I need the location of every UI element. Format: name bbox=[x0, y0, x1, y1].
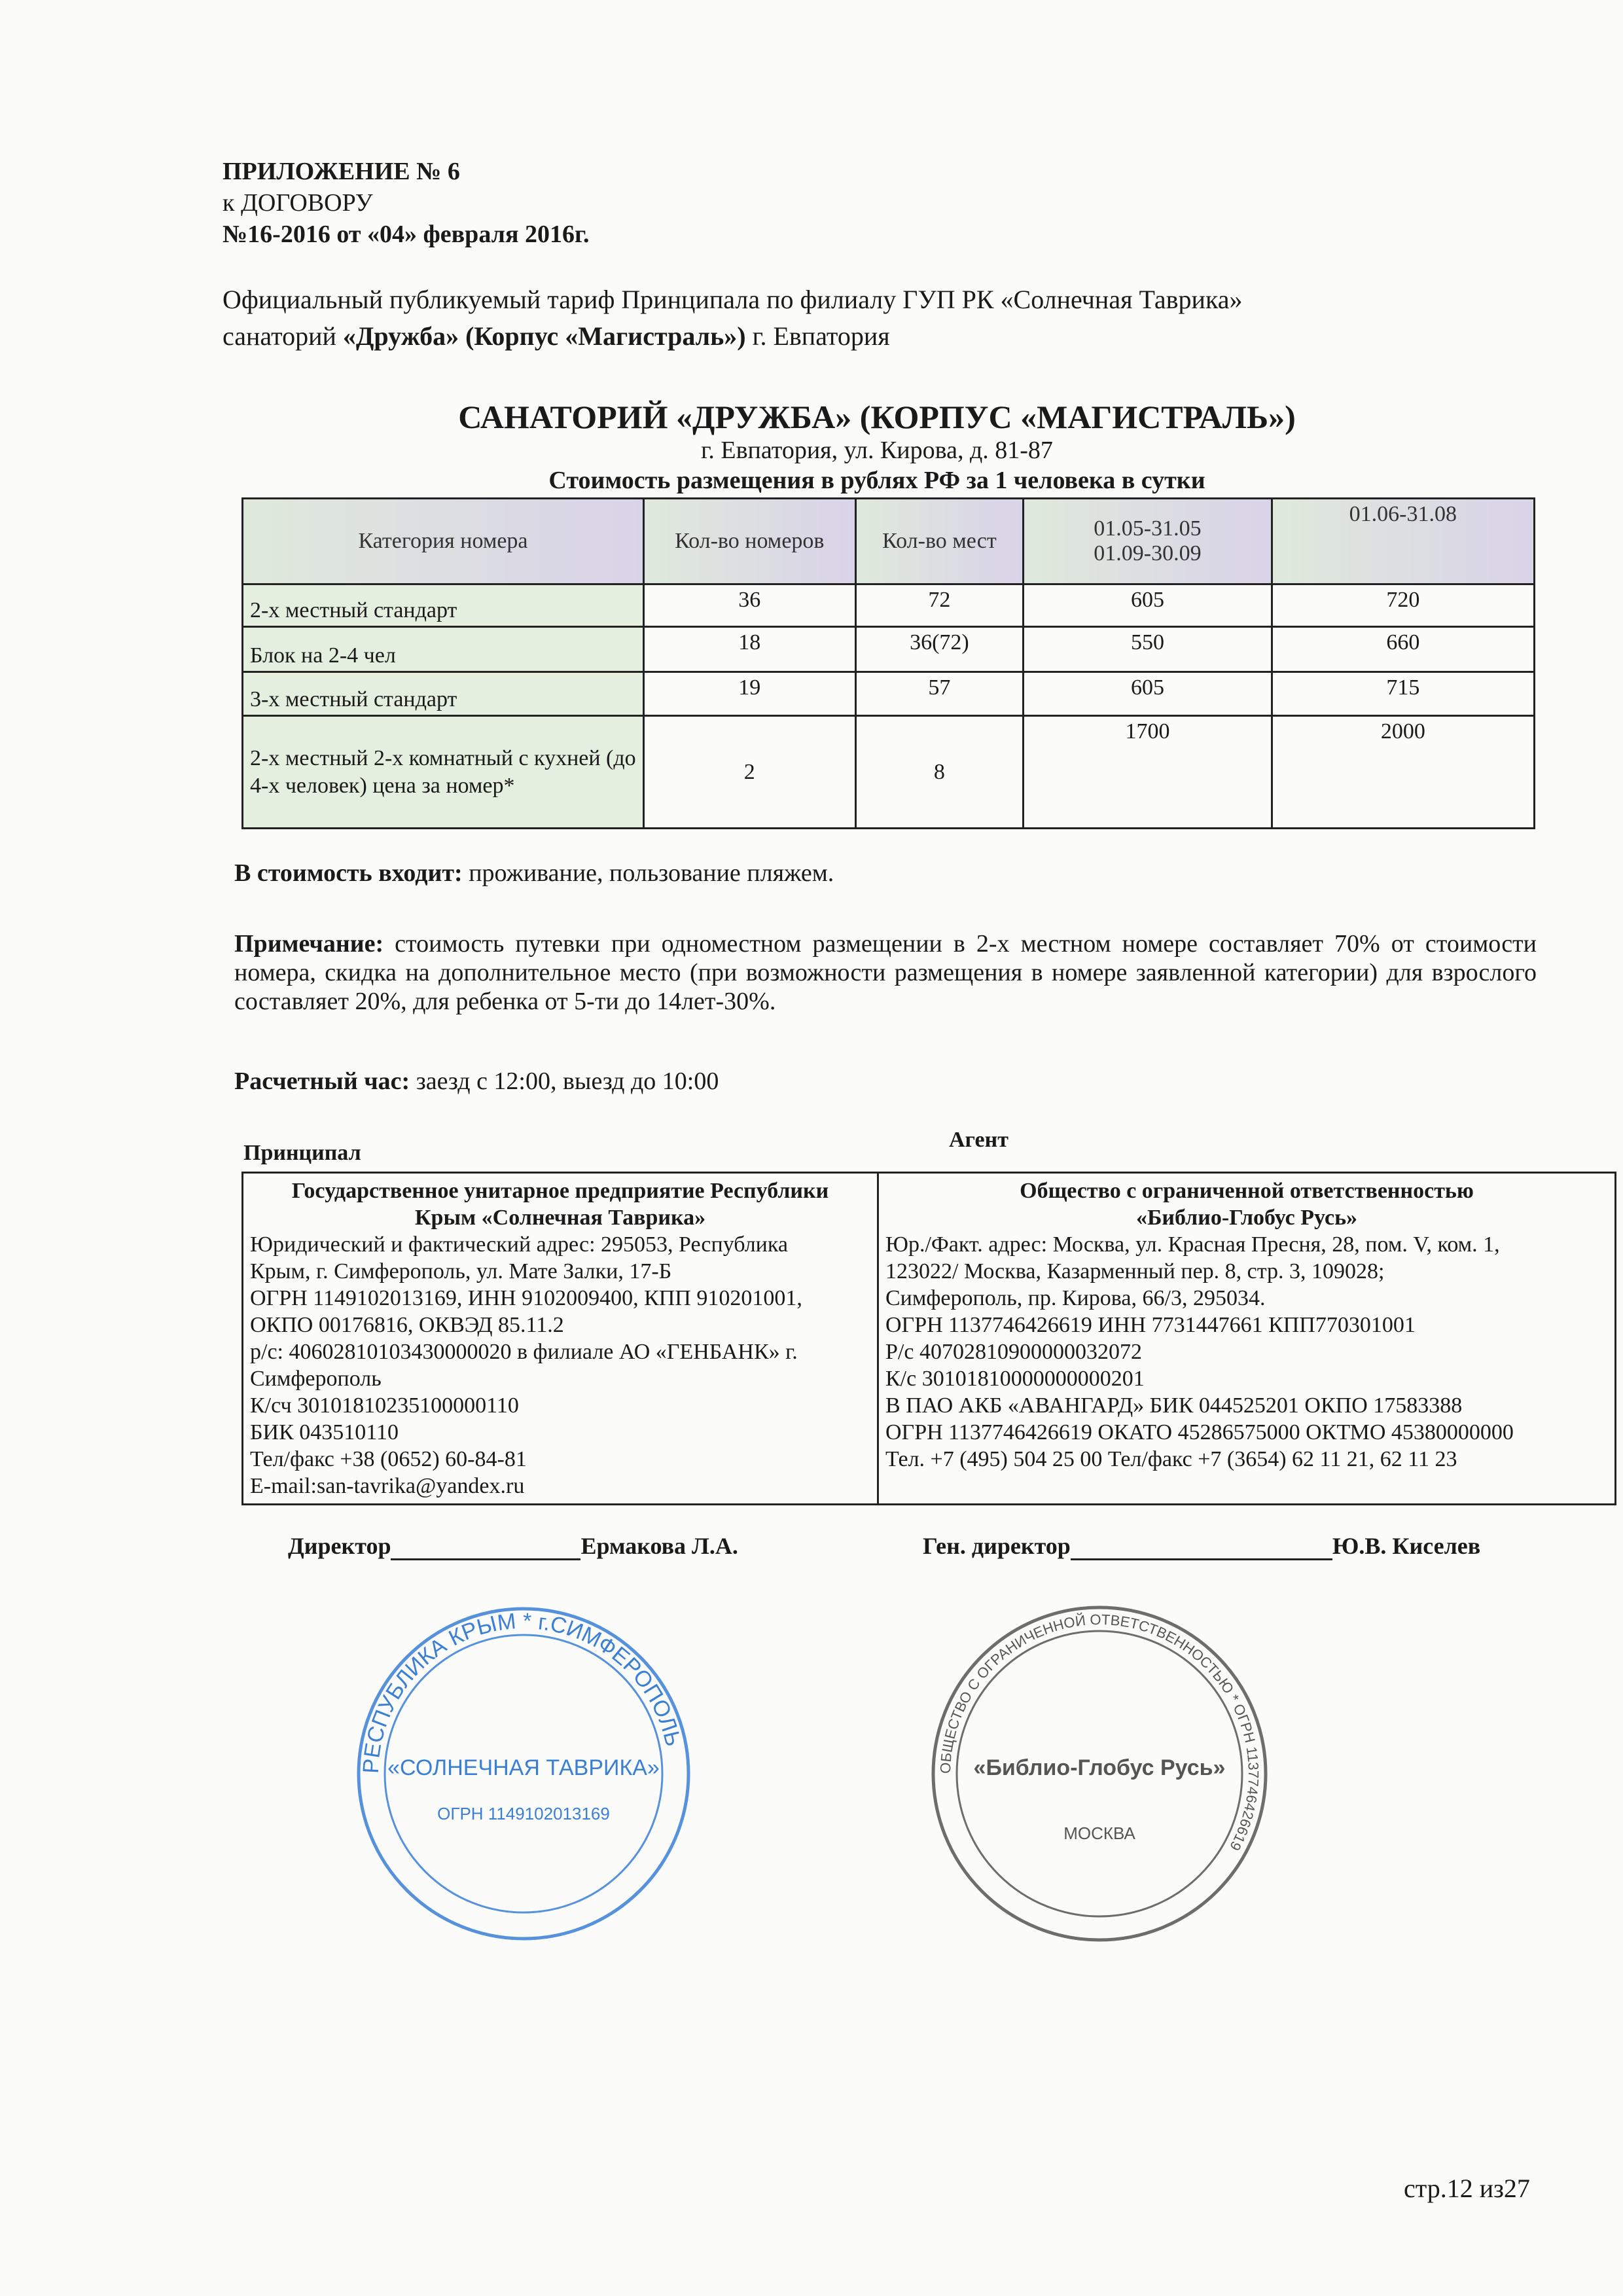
sanatorium-address: г. Евпатория, ул. Кирова, д. 81-87 bbox=[701, 437, 1053, 464]
principal-name-2: Крым «Солнечная Таврика» bbox=[414, 1206, 706, 1230]
principal-line: Крым, г. Симферополь, ул. Мате Залки, 17-Б bbox=[250, 1259, 672, 1283]
principal-details bbox=[243, 1174, 879, 1503]
note-text: Примечание: стоимость путевки при одноместном размещении в 2-х местном номере составляет 70% от стоимости номера, скидка на дополнительное место (при возможности размещения в номере заявленной категории) для взрослого составляет 20%, для ребенка от 5-ти до 14лет-30%. bbox=[234, 930, 1537, 1015]
principal-line: К/сч 30101810235100000110 bbox=[250, 1393, 519, 1418]
parties-table bbox=[241, 1172, 1616, 1505]
agent-line: Юр./Факт. адрес: Москва, ул. Красная Пресня, 28, пом. V, ком. 1, bbox=[885, 1232, 1500, 1257]
principal-stamp bbox=[353, 1604, 694, 1944]
agent-line: Р/с 40702810900000032072 bbox=[885, 1340, 1142, 1364]
contract-number: №16-2016 от «04» февраля 2016г. bbox=[223, 221, 590, 248]
svg-text:РЕСПУБЛИКА КРЫМ * г.СИМФЕРОПОЛ: РЕСПУБЛИКА КРЫМ * г.СИМФЕРОПОЛЬ bbox=[358, 1608, 686, 1774]
principal-line: Юридический и фактический адрес: 295053, Республика bbox=[250, 1232, 788, 1257]
agent-name-2: «Библио-Глобус Русь» bbox=[1135, 1206, 1358, 1230]
principal-line: Тел/факс +38 (0652) 60-84-81 bbox=[250, 1447, 527, 1471]
agent-label: Агент bbox=[949, 1128, 1008, 1152]
agent-line: 123022/ Москва, Казарменный пер. 8, стр. 3, 109028; bbox=[885, 1259, 1385, 1283]
header-period-2: 01.06-31.08 bbox=[1272, 499, 1534, 584]
svg-text:ОБЩЕСТВО С ОГРАНИЧЕННОЙ ОТВЕТС: ОБЩЕСТВО С ОГРАНИЧЕННОЙ ОТВЕТСТВЕННОСТЬЮ * ОГРН 1137746426619 bbox=[936, 1611, 1262, 1854]
svg-text:«СОЛНЕЧНАЯ ТАВРИКА»: «СОЛНЕЧНАЯ ТАВРИКА» bbox=[387, 1755, 660, 1780]
principal-line: E-mail:san-tavrika@yandex.ru bbox=[250, 1474, 525, 1498]
agent-name: Общество с ограниченной ответственностью bbox=[1020, 1179, 1474, 1203]
agent-line: ОГРН 1137746426619 ИНН 7731447661 КПП770301001 bbox=[885, 1313, 1416, 1337]
agent-details bbox=[879, 1174, 1614, 1503]
header-period-1: 01.05-31.05 01.09-30.09 bbox=[1024, 499, 1272, 584]
header-beds: Кол-во мест bbox=[855, 499, 1024, 584]
svg-text:МОСКВА: МОСКВА bbox=[1063, 1823, 1135, 1843]
principal-line: Симферополь bbox=[250, 1367, 382, 1391]
appendix-title: ПРИЛОЖЕНИЕ № 6 bbox=[223, 158, 460, 185]
contract-ref: к ДОГОВОРУ bbox=[223, 189, 373, 217]
agent-line: К/с 30101810000000000201 bbox=[885, 1367, 1145, 1391]
table-header-row bbox=[243, 499, 1535, 584]
page-number: стр.12 из27 bbox=[1404, 2174, 1530, 2203]
principal-label: Принципал bbox=[243, 1141, 361, 1165]
table-caption: Стоимость размещения в рублях РФ за 1 человека в сутки bbox=[548, 467, 1205, 494]
agent-line: ОГРН 1137746426619 ОКАТО 45286575000 ОКТМО 45380000000 bbox=[885, 1420, 1514, 1444]
checkin-text: Расчетный час: заезд с 12:00, выезд до 10:00 bbox=[234, 1067, 719, 1095]
intro-line-1: Официальный публикуемый тариф Принципала по филиалу ГУП РК «Солнечная Таврика» bbox=[223, 285, 1243, 314]
svg-text:ОГРН 1149102013169: ОГРН 1149102013169 bbox=[437, 1804, 610, 1823]
table-row: Блок на 2-4 чел 18 36(72) 550 660 bbox=[243, 627, 1535, 672]
table-row: 2-х местный стандарт 36 72 605 720 bbox=[243, 584, 1535, 627]
principal-signature: Директор Ермакова Л.А. bbox=[288, 1533, 738, 1559]
intro-line-2: санаторий «Дружба» (Корпус «Магистраль») г. Евпатория bbox=[223, 321, 890, 351]
sanatorium-title: САНАТОРИЙ «ДРУЖБА» (КОРПУС «МАГИСТРАЛЬ») bbox=[458, 399, 1296, 435]
included-text: В стоимость входит: проживание, пользование пляжем. bbox=[234, 859, 834, 887]
tariff-table bbox=[241, 497, 1535, 829]
table-row: 3-х местный стандарт 19 57 605 715 bbox=[243, 672, 1535, 716]
agent-line: В ПАО АКБ «АВАНГАРД» БИК 044525201 ОКПО 17583388 bbox=[885, 1393, 1463, 1418]
principal-line: р/с: 40602810103430000020 в филиале АО «ГЕНБАНК» г. bbox=[250, 1340, 798, 1364]
agent-stamp bbox=[929, 1604, 1270, 1944]
svg-text:«Библио-Глобус Русь»: «Библио-Глобус Русь» bbox=[973, 1755, 1226, 1780]
table-row: 2-х местный 2-х комнатный с кухней (до 4-х человек) цена за номер* 2 8 1700 2000 bbox=[243, 716, 1535, 829]
principal-name: Государственное унитарное предприятие Республики bbox=[291, 1179, 829, 1203]
header-category: Категория номера bbox=[243, 499, 644, 584]
header-rooms: Кол-во номеров bbox=[644, 499, 856, 584]
principal-line: ОКПО 00176816, ОКВЭД 85.11.2 bbox=[250, 1313, 564, 1337]
agent-signature: Ген. директор Ю.В. Киселев bbox=[923, 1533, 1481, 1559]
agent-line: Тел. +7 (495) 504 25 00 Тел/факс +7 (3654) 62 11 21, 62 11 23 bbox=[885, 1447, 1457, 1471]
agent-line: Симферополь, пр. Кирова, 66/3, 295034. bbox=[885, 1286, 1266, 1310]
principal-line: ОГРН 1149102013169, ИНН 9102009400, КПП 910201001, bbox=[250, 1286, 802, 1310]
principal-line: БИК 043510110 bbox=[250, 1420, 399, 1444]
